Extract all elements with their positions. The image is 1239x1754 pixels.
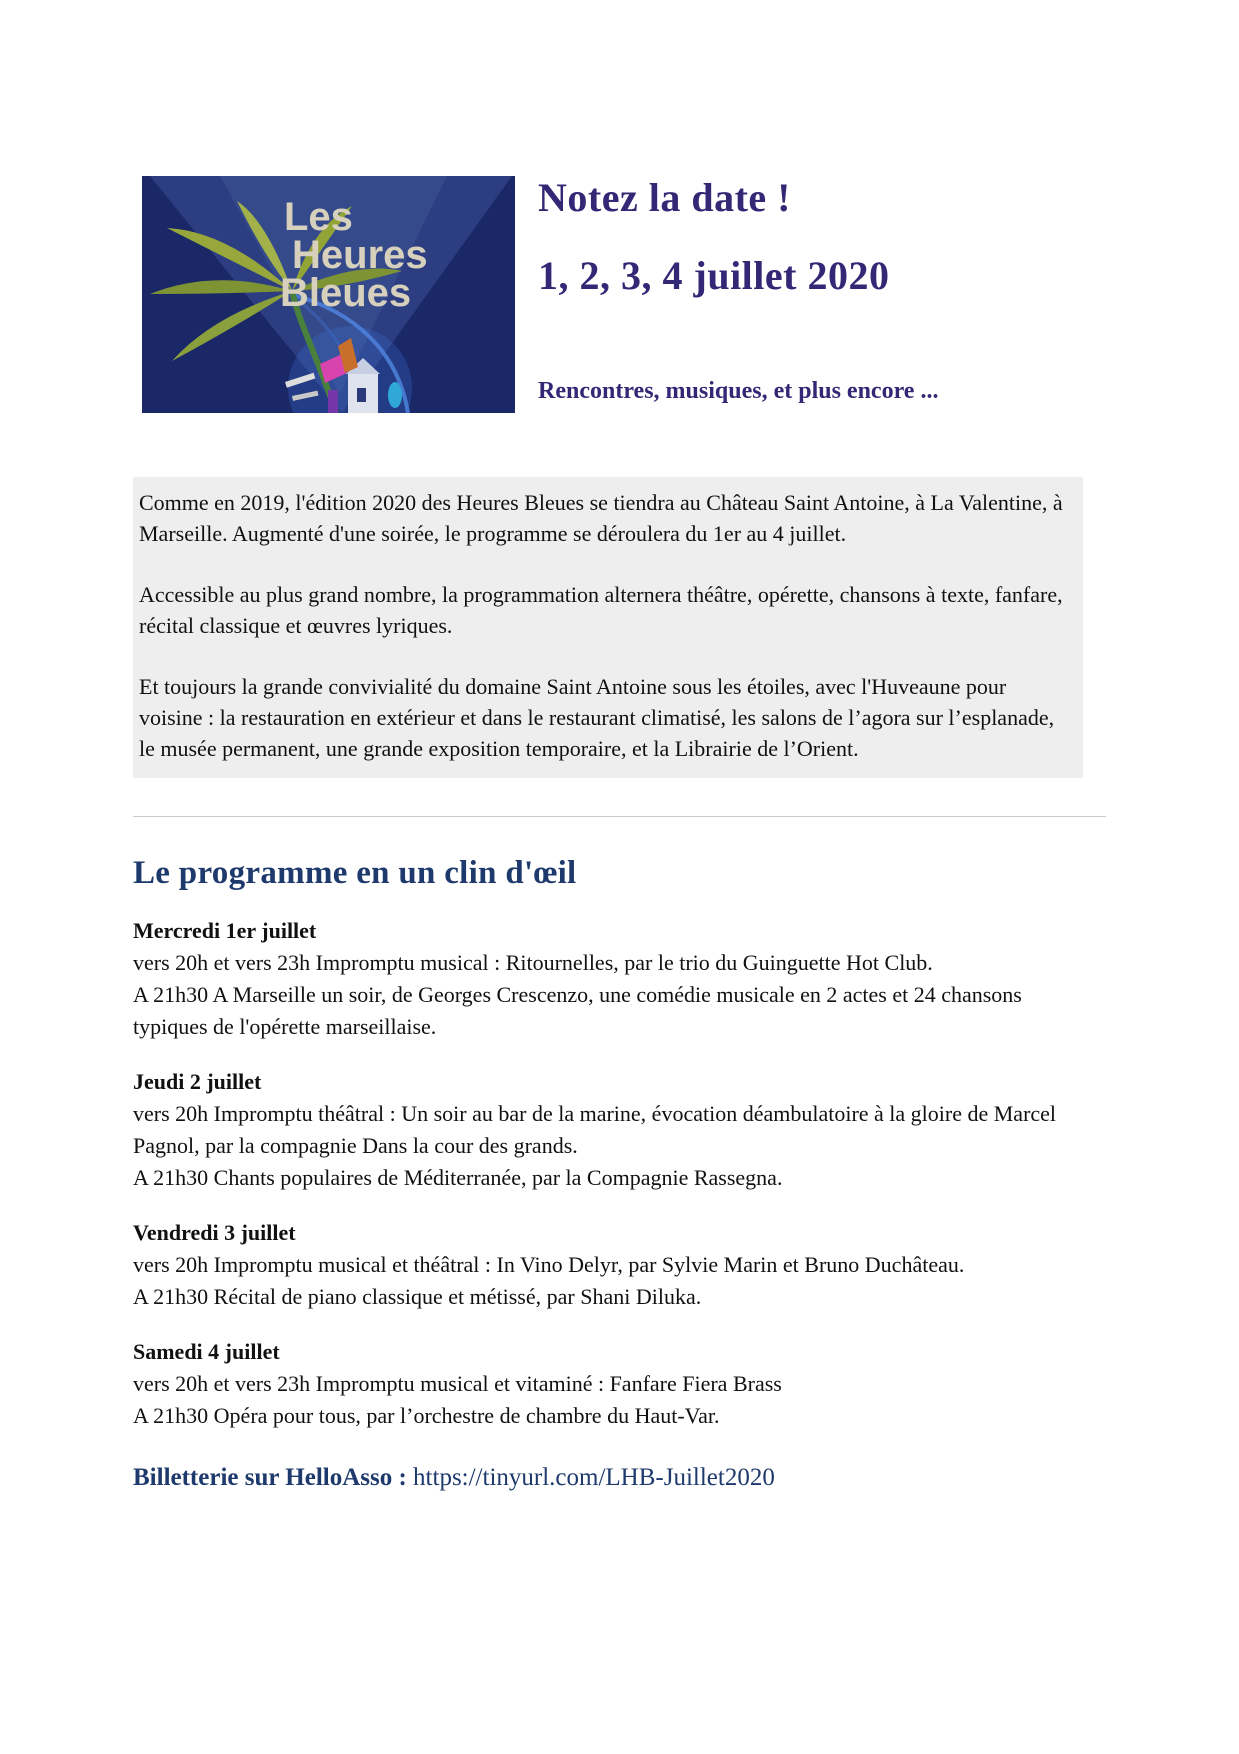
page-title: Notez la date !: [538, 175, 791, 220]
logo-word-les: Les: [284, 195, 353, 239]
program-day-samedi: [133, 1336, 1093, 1432]
intro-paragraph: Et toujours la grande convivialité du domaine Saint Antoine sous les étoiles, avec l'Huveaune pour voisine : la restauration en extérieur et dans le restaurant climatisé, les salons de l’agora sur l’esplanade, le musée permanent, une grande exposition temporaire, et la Librairie de l’Orient.: [139, 674, 1055, 761]
day-title: Vendredi 3 juillet: [133, 1220, 296, 1245]
header-text-block: [538, 170, 1098, 417]
event-dates: 1, 2, 3, 4 juillet 2020: [538, 253, 890, 298]
day-event: A 21h30 Opéra pour tous, par l’orchestre de chambre du Haut-Var.: [133, 1403, 720, 1428]
program-list: [133, 915, 1093, 1432]
section-divider: [133, 816, 1106, 817]
event-subtitle: Rencontres, musiques, et plus encore ...: [538, 378, 939, 404]
program-heading: Le programme en un clin d'œil: [133, 855, 577, 891]
intro-block: [133, 477, 1083, 778]
program-day-jeudi: [133, 1066, 1093, 1194]
newsletter-header: [142, 170, 1106, 417]
day-title: Mercredi 1er juillet: [133, 918, 317, 943]
day-event: A 21h30 Chants populaires de Méditerranée, par la Compagnie Rassegna.: [133, 1165, 783, 1190]
day-event: A 21h30 Récital de piano classique et métissé, par Shani Diluka.: [133, 1284, 702, 1309]
program-day-vendredi: [133, 1217, 1093, 1313]
tickets-label: Billetterie sur HelloAsso :: [133, 1464, 407, 1491]
day-title: Jeudi 2 juillet: [133, 1069, 262, 1094]
intro-paragraph: Comme en 2019, l'édition 2020 des Heures Bleues se tiendra au Château Saint Antoine, à La Valentine, à Marseille. Augmenté d'une soirée, le programme se déroulera du 1er au 4 juillet.: [139, 490, 1063, 546]
day-event: vers 20h Impromptu théâtral : Un soir au bar de la marine, évocation déambulatoire à la gloire de Marcel Pagnol, par la compagnie Dans la cour des grands.: [133, 1101, 1057, 1158]
festival-logo-image: [142, 176, 515, 413]
tickets-line: [133, 1464, 1106, 1492]
intro-paragraph: Accessible au plus grand nombre, la programmation alternera théâtre, opérette, chansons à texte, fanfare, récital classique et œuvres lyriques.: [139, 582, 1063, 638]
day-event: vers 20h et vers 23h Impromptu musical et vitaminé : Fanfare Fiera Brass: [133, 1371, 782, 1396]
festival-logo: [142, 176, 515, 413]
tickets-link[interactable]: https://tinyurl.com/LHB-Juillet2020: [413, 1464, 775, 1491]
logo-word-heures: Heures: [292, 233, 428, 277]
newsletter-content: [0, 170, 1239, 1492]
day-event: vers 20h Impromptu musical et théâtral : In Vino Delyr, par Sylvie Marin et Bruno Duchâteau.: [133, 1252, 965, 1277]
day-event: vers 20h et vers 23h Impromptu musical : Ritournelles, par le trio du Guinguette Hot Club.: [133, 950, 933, 975]
day-title: Samedi 4 juillet: [133, 1339, 280, 1364]
logo-word-bleues: Bleues: [280, 271, 412, 315]
program-day-mercredi: [133, 915, 1093, 1043]
day-event: A 21h30 A Marseille un soir, de Georges Crescenzo, une comédie musicale en 2 actes et 24 chansons typiques de l'opérette marseillaise.: [133, 982, 1022, 1039]
